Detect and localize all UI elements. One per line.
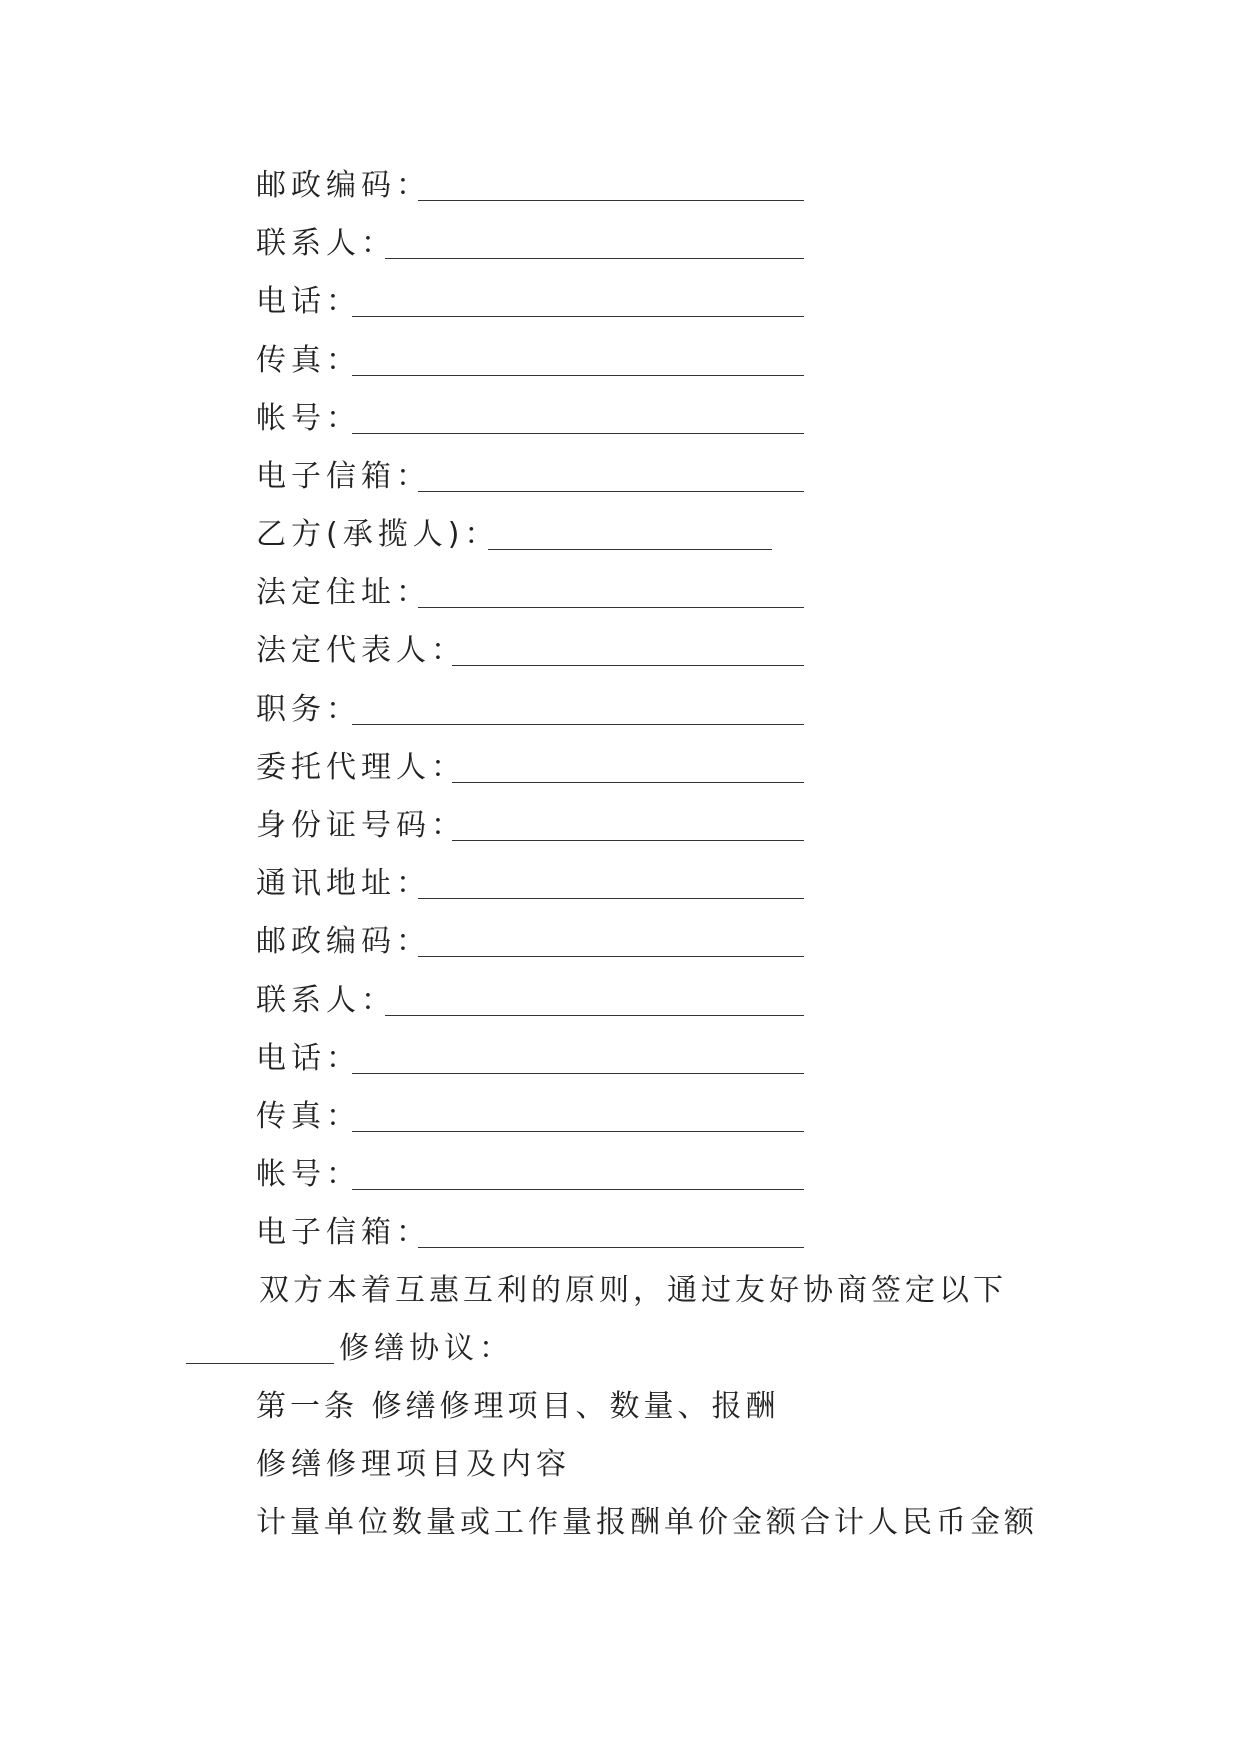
field-label-legal-address: 法定住址： <box>256 575 431 610</box>
field-label-id-number: 身份证号码： <box>256 808 466 843</box>
field-label-phone-b: 电话： <box>256 1041 361 1076</box>
field-blank-position[interactable] <box>352 724 804 725</box>
field-blank-legal-representative[interactable] <box>452 665 804 666</box>
field-label-contact-a: 联系人： <box>256 226 396 261</box>
repair-items-heading: 修缮修理项目及内容 <box>256 1447 571 1482</box>
field-blank-email-a[interactable] <box>418 491 804 492</box>
field-label-email-b: 电子信箱： <box>256 1215 431 1250</box>
field-blank-fax-a[interactable] <box>352 375 804 376</box>
field-label-agent: 委托代理人： <box>256 750 466 785</box>
field-label-account-a: 帐号： <box>256 401 361 436</box>
field-blank-phone-a[interactable] <box>352 316 804 317</box>
field-blank-contact-a[interactable] <box>385 258 804 259</box>
field-blank-account-a[interactable] <box>352 433 804 434</box>
field-blank-fax-b[interactable] <box>352 1131 804 1132</box>
agreement-name-blank[interactable] <box>186 1363 334 1364</box>
field-label-contact-b: 联系人： <box>256 983 396 1018</box>
field-label-mailing-address: 通讯地址： <box>256 866 431 901</box>
field-blank-contact-b[interactable] <box>385 1015 804 1016</box>
field-blank-postcode-b[interactable] <box>418 956 804 957</box>
field-label-account-b: 帐号： <box>256 1157 361 1192</box>
field-blank-agent[interactable] <box>452 782 804 783</box>
field-label-party-b: 乙方(承揽人)： <box>256 517 500 552</box>
field-label-legal-representative: 法定代表人： <box>256 633 466 668</box>
field-blank-legal-address[interactable] <box>418 607 804 608</box>
field-blank-email-b[interactable] <box>418 1247 804 1248</box>
intro-paragraph-line1: 双方本着互惠互利的原则，通过友好协商签定以下 <box>259 1273 1007 1308</box>
field-blank-phone-b[interactable] <box>352 1073 804 1074</box>
field-blank-account-b[interactable] <box>352 1189 804 1190</box>
field-label-position: 职务： <box>256 692 361 727</box>
field-blank-party-b[interactable] <box>488 549 772 550</box>
article-1-title: 第一条 修缮修理项目、数量、报酬 <box>256 1389 780 1424</box>
field-blank-mailing-address[interactable] <box>418 898 804 899</box>
field-label-fax-a: 传真： <box>256 343 361 378</box>
field-label-phone-a: 电话： <box>256 284 361 319</box>
field-blank-id-number[interactable] <box>452 840 804 841</box>
field-label-email-a: 电子信箱： <box>256 459 431 494</box>
table-header-text: 计量单位数量或工作量报酬单价金额合计人民币金额 <box>256 1505 1038 1540</box>
field-label-postcode-a: 邮政编码： <box>256 168 431 203</box>
field-label-postcode-b: 邮政编码： <box>256 924 431 959</box>
field-blank-postcode-a[interactable] <box>418 200 804 201</box>
intro-paragraph-line2: 修缮协议： <box>339 1331 514 1366</box>
field-label-fax-b: 传真： <box>256 1099 361 1134</box>
